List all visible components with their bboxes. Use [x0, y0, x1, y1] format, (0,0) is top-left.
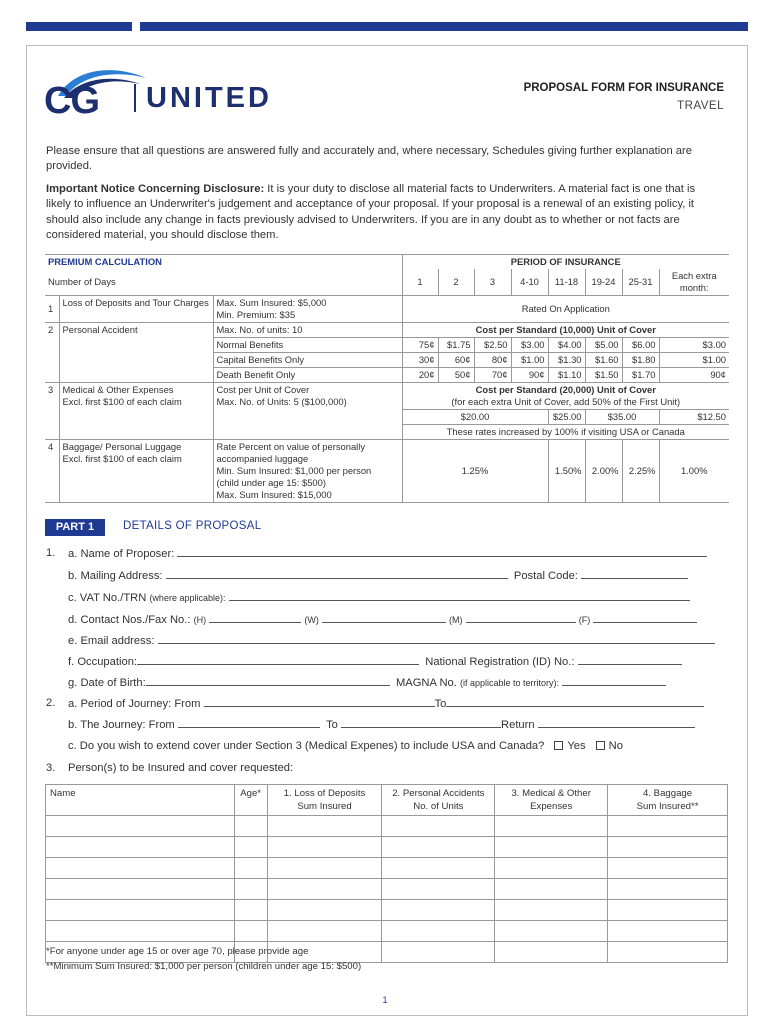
persons-question: Person(s) to be Insured and cover requested:: [68, 762, 294, 774]
premium-heading: PREMIUM CALCULATION: [45, 255, 402, 270]
baggage-rate: 1.00%: [659, 440, 729, 503]
terms-line: Rate Percent on value of personally: [216, 441, 366, 452]
terms-line: Max. No. of Units: 5 ($100,000): [216, 396, 347, 407]
day-col: 2: [438, 269, 474, 296]
logo-united: UNITED: [146, 82, 272, 114]
question-number: 2.: [46, 697, 56, 709]
cell-input[interactable]: [608, 858, 728, 879]
cell-input[interactable]: [234, 921, 267, 942]
premium-table: [45, 254, 729, 503]
cell-input[interactable]: [382, 921, 495, 942]
cell-input[interactable]: [608, 942, 728, 963]
each-extra-month: Each extra month:: [659, 269, 729, 296]
question-number: 3.: [46, 762, 56, 774]
cover-terms: [213, 383, 402, 410]
col-header-line: 2. Personal Accidents: [392, 788, 485, 799]
terms-line: Max. Sum Insured: $5,000: [216, 297, 327, 308]
phone-work-field[interactable]: [322, 613, 446, 623]
day-col: 4-10: [511, 269, 548, 296]
rate-cell: $2.50: [474, 338, 511, 353]
col-medical: [495, 785, 608, 816]
row-number: 3: [48, 384, 54, 395]
extend-cover-row: [68, 740, 623, 752]
intro-paragraph: Please ensure that all questions are answered fully and accurately and, where necessary, Schedules giving further explanation are provided.: [46, 145, 692, 173]
field-label: c. VAT No./TRN: [68, 592, 147, 604]
field-label: To: [326, 719, 338, 731]
cell-input[interactable]: [608, 900, 728, 921]
rate-cell: 60¢: [438, 353, 474, 368]
no-checkbox[interactable]: [596, 741, 605, 750]
day-col: 25-31: [622, 269, 659, 296]
field-label: a. Name of Proposer:: [68, 548, 175, 560]
field-label: a. Period of Journey: From: [68, 698, 201, 710]
cell-input[interactable]: [495, 879, 608, 900]
cover-name: [59, 440, 213, 503]
cost-standard-20-note: (for each extra Unit of Cover, add 50% of the First Unit): [451, 396, 681, 407]
email-field[interactable]: [158, 634, 715, 644]
cell-input[interactable]: [382, 879, 495, 900]
cover-name-line: Medical & Other Expenses: [62, 384, 174, 395]
question-number: 1.: [46, 547, 56, 559]
table-row: [46, 837, 728, 858]
field-label: d. Contact Nos./Fax No.:: [68, 614, 191, 626]
cost-standard-10: Cost per Standard (10,000) Unit of Cover: [402, 323, 729, 338]
page-number: 1: [382, 995, 388, 1005]
part-1-title: DETAILS OF PROPOSAL: [123, 520, 262, 532]
baggage-rate: 2.00%: [585, 440, 622, 503]
vat-trn-field[interactable]: [229, 591, 690, 601]
top-bar-right: [140, 22, 748, 31]
medical-rate: $35.00: [585, 410, 659, 425]
cell-input[interactable]: [46, 921, 235, 942]
contact-row: [68, 613, 697, 626]
cost-standard-20-title: Cost per Standard (20,000) Unit of Cover: [475, 384, 656, 395]
cover-terms: Normal Benefits: [213, 338, 402, 353]
day-col: 3: [474, 269, 511, 296]
form-title: PROPOSAL FORM FOR INSURANCE: [523, 82, 724, 94]
field-label: Postal Code:: [513, 570, 578, 582]
yes-checkbox[interactable]: [554, 741, 563, 750]
yes-label: Yes: [567, 740, 586, 752]
journey-to-field[interactable]: [341, 718, 501, 728]
days-label: Number of Days: [45, 269, 402, 296]
day-col: 11-18: [548, 269, 585, 296]
cell-input[interactable]: [382, 900, 495, 921]
proposer-name-row: [68, 547, 707, 560]
journey-from-field[interactable]: [178, 718, 320, 728]
field-hint: (M): [449, 615, 463, 625]
col-header-line: Sum Insured**: [636, 801, 699, 812]
cover-name: Personal Accident: [59, 323, 213, 338]
cell-input[interactable]: [46, 816, 235, 837]
col-personal-accidents: [382, 785, 495, 816]
baggage-rate: 2.25%: [622, 440, 659, 503]
field-label: g. Date of Birth:: [68, 677, 146, 689]
baggage-rate: 1.25%: [402, 440, 548, 503]
cover-terms: [213, 296, 402, 323]
field-label: To: [434, 698, 447, 710]
disclosure-notice: [46, 182, 722, 243]
cell-input[interactable]: [495, 900, 608, 921]
field-hint: (W): [304, 615, 319, 625]
rate-cell: $5.00: [585, 338, 622, 353]
cost-standard-20: [402, 383, 729, 410]
journey-to-date-field[interactable]: [446, 697, 704, 707]
table-row: [46, 816, 728, 837]
terms-line: (child under age 15: $500): [216, 477, 326, 488]
medical-rate: $12.50: [659, 410, 729, 425]
field-label: Return: [501, 719, 535, 731]
baggage-rate: 1.50%: [548, 440, 585, 503]
rate-cell: $3.00: [659, 338, 729, 353]
col-header-line: 3. Medical & Other: [511, 788, 591, 799]
table-row: [46, 858, 728, 879]
cover-terms: Capital Benefits Only: [213, 353, 402, 368]
top-bar-left: [26, 22, 132, 31]
col-header-line: 4. Baggage: [643, 788, 693, 799]
postal-code-field[interactable]: [581, 569, 688, 579]
field-label: b. The Journey: From: [68, 719, 175, 731]
col-baggage: [608, 785, 728, 816]
occupation-row: [68, 655, 682, 668]
cell-input[interactable]: [46, 858, 235, 879]
cell-input[interactable]: [267, 921, 382, 942]
phone-home-field[interactable]: [209, 613, 301, 623]
table-row: [46, 879, 728, 900]
logo-cg: CG: [44, 80, 99, 122]
cell-input[interactable]: [495, 858, 608, 879]
cell-input[interactable]: [608, 837, 728, 858]
field-label: c. Do you wish to extend cover under Section 3 (Medical Expenes) to include USA and Canada?: [68, 740, 545, 752]
day-col: 19-24: [585, 269, 622, 296]
rate-cell: $1.00: [659, 353, 729, 368]
cover-name: Loss of Deposits and Tour Charges: [59, 296, 213, 323]
dob-row: [68, 676, 666, 689]
field-label: b. Mailing Address:: [68, 570, 163, 582]
cell-input[interactable]: [382, 942, 495, 963]
terms-line: Min. Sum Insured: $1,000 per person: [216, 465, 372, 476]
cell-input[interactable]: [495, 837, 608, 858]
form-subtitle: TRAVEL: [677, 100, 724, 112]
col-header-line: Expenses: [530, 801, 573, 812]
cell-input[interactable]: [234, 900, 267, 921]
medical-rate: $20.00: [402, 410, 548, 425]
cover-terms: Max. No. of units: 10: [213, 323, 402, 338]
rate-cell: 90¢: [659, 368, 729, 383]
medical-rate: $25.00: [548, 410, 585, 425]
cell-input[interactable]: [234, 816, 267, 837]
cell-input[interactable]: [46, 879, 235, 900]
rate-cell: $4.00: [548, 338, 585, 353]
dob-field[interactable]: [146, 676, 390, 686]
terms-line: accompanied luggage: [216, 453, 309, 464]
field-hint: (if applicable to territory):: [460, 678, 560, 688]
cell-input[interactable]: [267, 858, 382, 879]
vat-row: [68, 591, 690, 604]
cell-input[interactable]: [608, 879, 728, 900]
rate-cell: $1.30: [548, 353, 585, 368]
col-name: Name: [46, 785, 235, 816]
row-number: 4: [45, 440, 59, 503]
terms-line: Cost per Unit of Cover: [216, 384, 310, 395]
rate-cell: 70¢: [474, 368, 511, 383]
rated-on-application: Rated On Application: [402, 296, 729, 323]
rate-cell: $1.50: [585, 368, 622, 383]
mailing-address-row: [68, 569, 688, 582]
journey-from-date-field[interactable]: [204, 697, 435, 707]
rate-cell: 80¢: [474, 353, 511, 368]
rate-cell: $1.70: [622, 368, 659, 383]
day-col: 1: [402, 269, 438, 296]
field-label: MAGNA No.: [395, 677, 457, 689]
field-hint: (F): [578, 615, 591, 625]
rate-cell: $1.60: [585, 353, 622, 368]
field-hint: (H): [193, 615, 207, 625]
col-header-line: No. of Units: [413, 801, 464, 812]
col-header-line: Sum Insured: [297, 801, 352, 812]
cell-input[interactable]: [267, 879, 382, 900]
cell-input[interactable]: [382, 858, 495, 879]
no-label: No: [608, 740, 623, 752]
table-row: [46, 900, 728, 921]
cover-terms: Death Benefit Only: [213, 368, 402, 383]
rate-cell: $1.80: [622, 353, 659, 368]
cell-input[interactable]: [608, 816, 728, 837]
notice-text: It is your duty to disclose all material facts to Underwriters. A material fact is one that is likely to influence an Underwriter's judgement and acceptance of your proposal. If your proposal is a renewal of an existing policy, it should also include any change in facts previously advised to Underwriters. If you are in any doubt as to whether or not facts are considered material, you should disclose them.: [46, 183, 696, 241]
cover-name-line: Excl. first $100 of each claim: [62, 453, 182, 464]
usa-canada-note: These rates increased by 100% if visiting USA or Canada: [402, 425, 729, 440]
terms-line: Min. Premium: $35: [216, 309, 296, 320]
rate-cell: 30¢: [402, 353, 438, 368]
rate-cell: $1.10: [548, 368, 585, 383]
col-age: Age*: [234, 785, 267, 816]
row-number: 1: [45, 296, 59, 323]
journey-row: [68, 718, 695, 731]
rate-cell: $1.00: [511, 353, 548, 368]
rate-cell: $6.00: [622, 338, 659, 353]
cell-input[interactable]: [495, 816, 608, 837]
cover-terms: [213, 440, 402, 503]
table-row: [46, 921, 728, 942]
cell-input[interactable]: [46, 900, 235, 921]
cell-input[interactable]: [234, 858, 267, 879]
notice-label: Important Notice Concerning Disclosure:: [46, 183, 265, 195]
rate-cell: 90¢: [511, 368, 548, 383]
field-label: f. Occupation:: [68, 656, 138, 668]
cell-input[interactable]: [46, 837, 235, 858]
email-row: [68, 634, 715, 647]
logo-separator: [134, 84, 136, 112]
period-heading: PERIOD OF INSURANCE: [402, 255, 729, 270]
phone-mobile-field[interactable]: [466, 613, 576, 623]
fax-field[interactable]: [593, 613, 697, 623]
cell-input[interactable]: [608, 921, 728, 942]
cell-input[interactable]: [234, 837, 267, 858]
field-label: National Registration (ID) No.:: [425, 656, 575, 668]
occupation-field[interactable]: [137, 655, 419, 665]
cell-input[interactable]: [267, 816, 382, 837]
cell-input[interactable]: [495, 942, 608, 963]
rate-cell: $1.75: [438, 338, 474, 353]
col-header-line: 1. Loss of Deposits: [283, 788, 366, 799]
cover-name-line: Excl. first $100 of each claim: [62, 396, 182, 407]
col-loss-deposits: [267, 785, 382, 816]
rate-cell: 75¢: [402, 338, 438, 353]
field-hint: (where applicable):: [149, 593, 226, 603]
proposer-name-field[interactable]: [177, 547, 707, 557]
journey-return-field[interactable]: [538, 718, 695, 728]
footnote-age: *For anyone under age 15 or over age 70, please provide age: [46, 946, 309, 957]
field-label: e. Email address:: [68, 635, 155, 647]
rate-cell: 20¢: [402, 368, 438, 383]
cell-input[interactable]: [267, 837, 382, 858]
cell-input[interactable]: [495, 921, 608, 942]
mailing-address-field[interactable]: [166, 569, 508, 579]
rate-cell: $3.00: [511, 338, 548, 353]
national-id-field[interactable]: [578, 655, 682, 665]
persons-table: [45, 784, 728, 963]
cell-input[interactable]: [267, 900, 382, 921]
terms-line: Max. Sum Insured: $15,000: [216, 489, 332, 500]
cover-name: [59, 383, 213, 410]
cell-input[interactable]: [234, 879, 267, 900]
rate-cell: 50¢: [438, 368, 474, 383]
footnote-min-sum: **Minimum Sum Insured: $1,000 per person (children under age 15: $500): [46, 961, 362, 972]
row-number: 2: [48, 324, 54, 335]
cover-name-line: Baggage/ Personal Luggage: [62, 441, 182, 452]
cell-input[interactable]: [382, 837, 495, 858]
period-journey-row: [68, 697, 704, 710]
cell-input[interactable]: [382, 816, 495, 837]
part-1-tag: PART 1: [45, 519, 105, 536]
magna-field[interactable]: [562, 676, 666, 686]
